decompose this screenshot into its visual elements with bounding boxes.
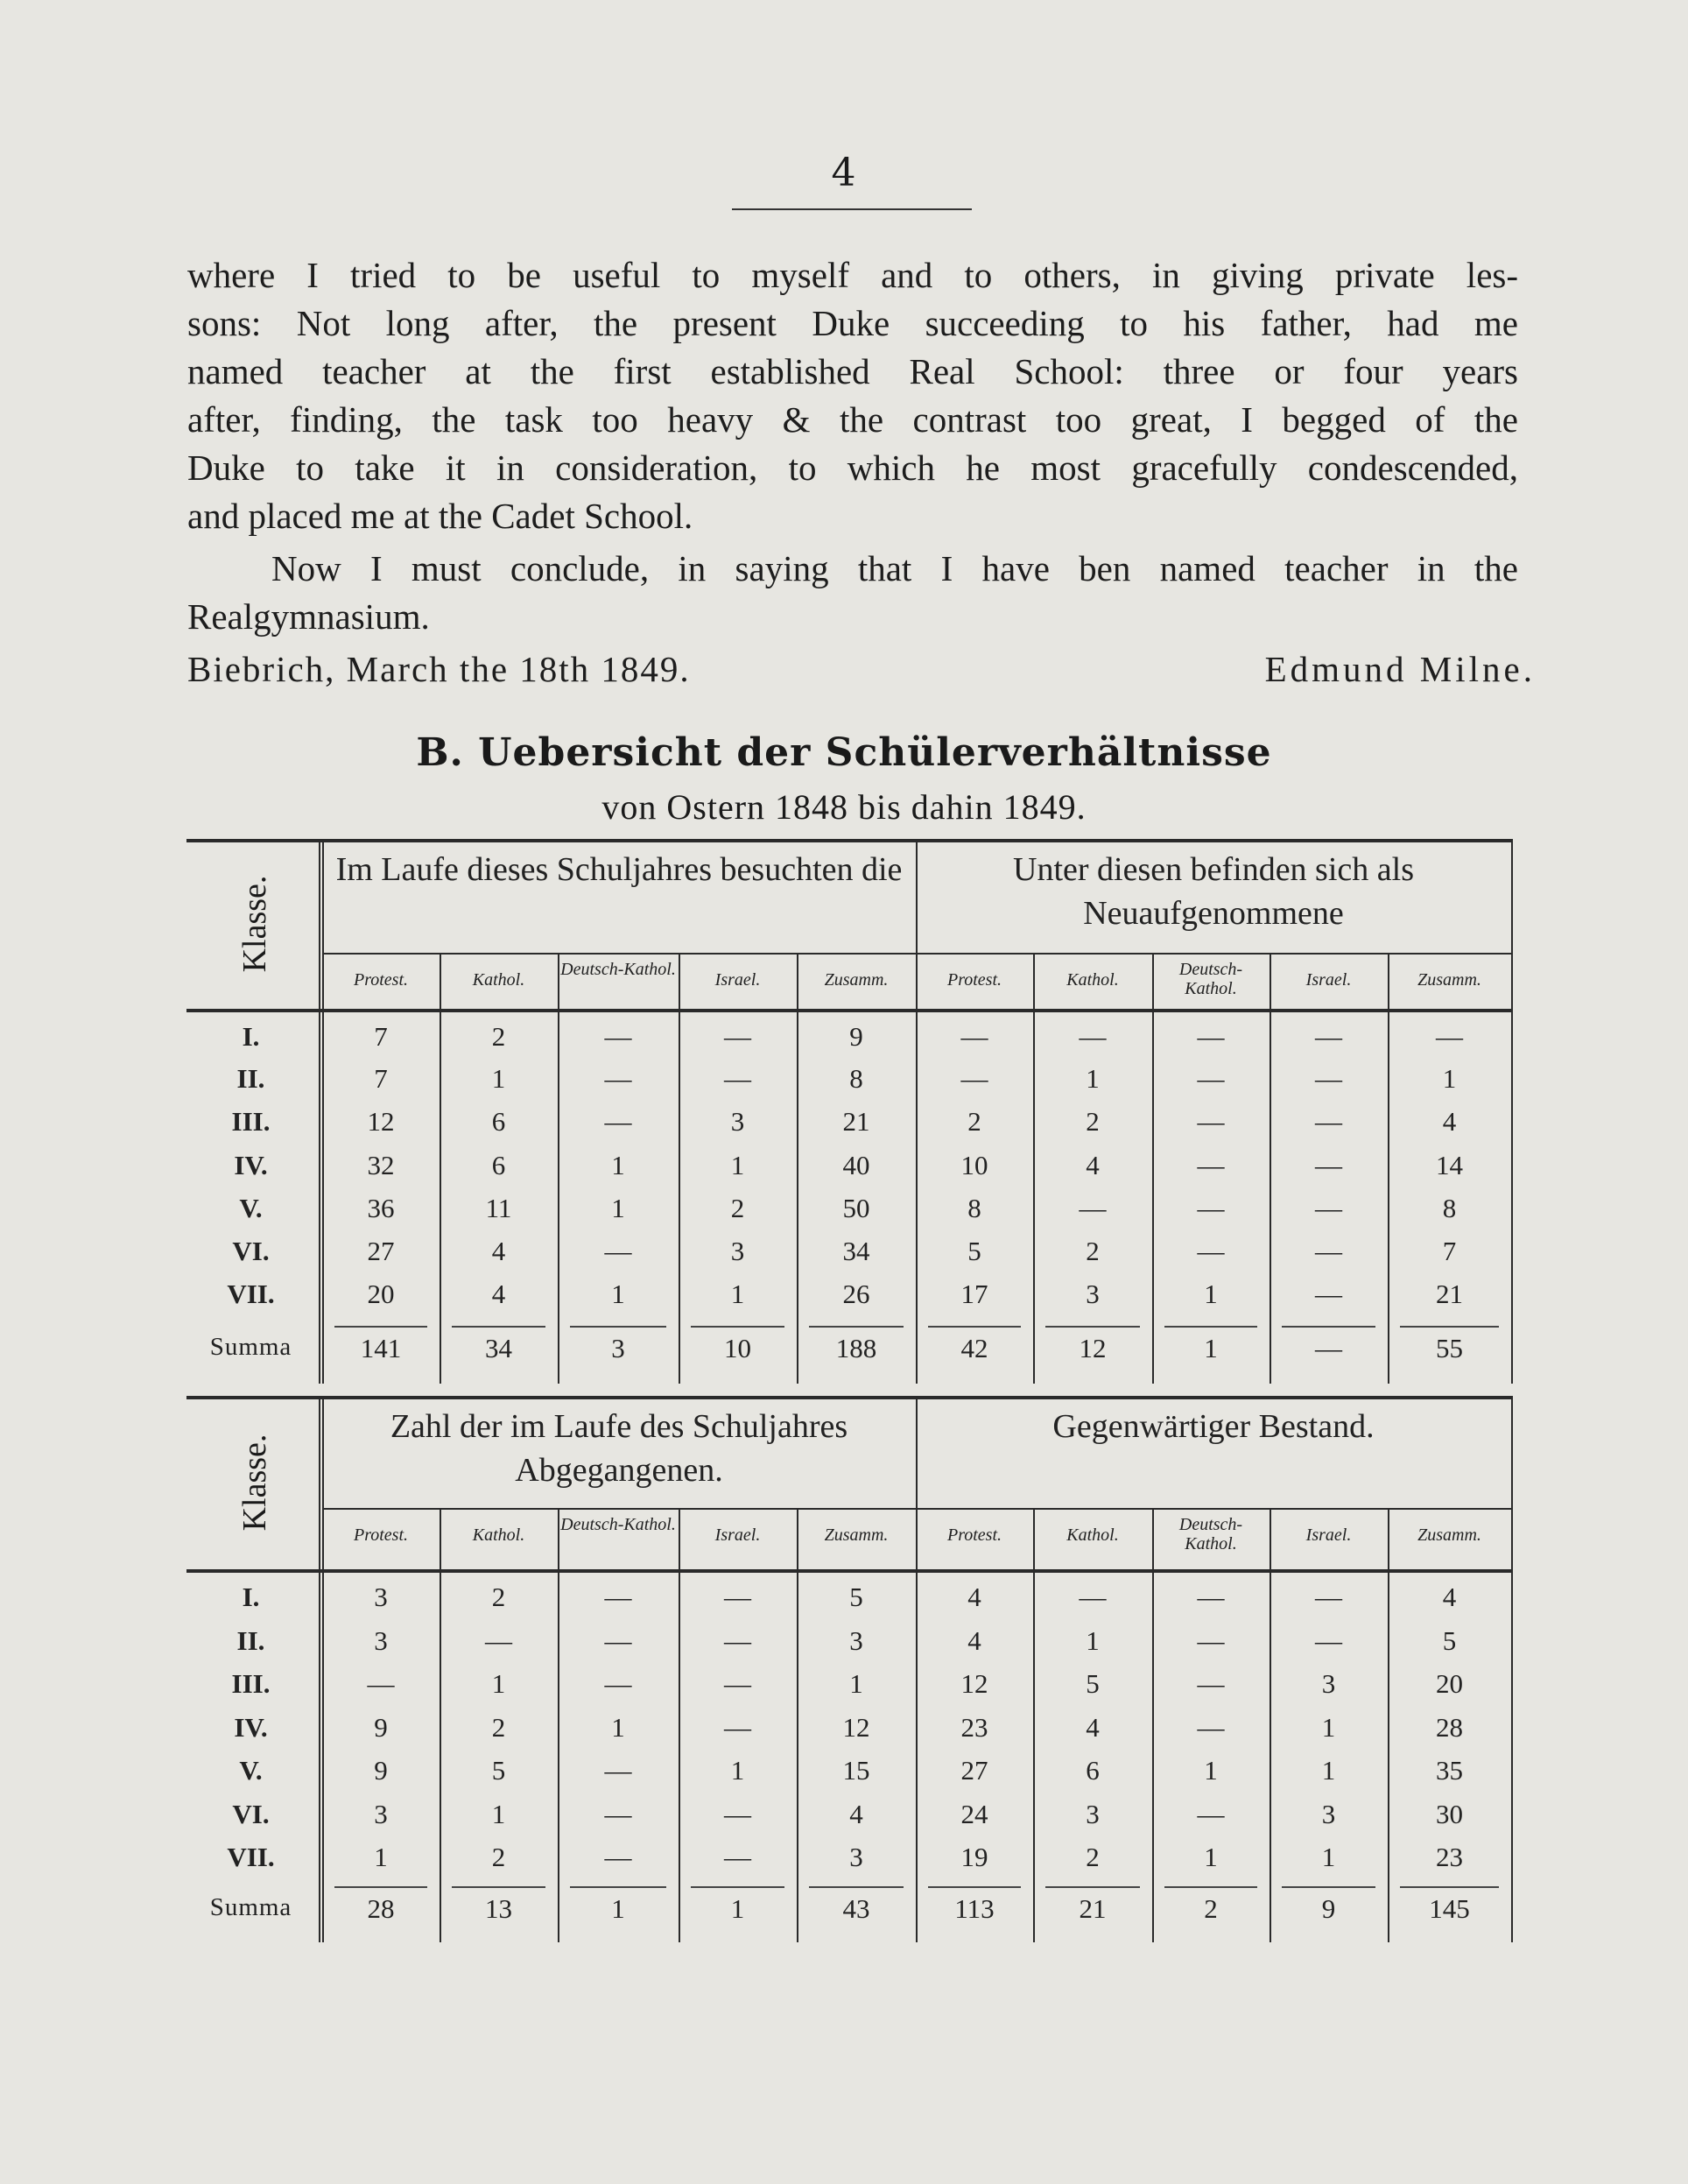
letter-line: Now I must conclude, in saying that I have ben named teacher in the [271,548,1518,588]
table-cell: 35 [1436,1755,1463,1786]
table-cell: 5 [967,1236,981,1266]
table-cell: — [604,1021,632,1052]
table-cell: — [1315,1106,1342,1137]
table-cell: 30 [1436,1799,1463,1829]
table-cell: — [604,1582,632,1612]
table-cell: 4 [491,1236,506,1266]
table-cell: 7 [374,1063,388,1094]
table-cell: 4 [967,1582,981,1612]
table-cell: 3 [1086,1799,1100,1829]
table-cell: — [724,1582,751,1612]
table-cell: 1 [1321,1842,1336,1872]
table-cell: 9 [374,1755,388,1786]
table-cell: 15 [842,1755,870,1786]
column-label: Deutsch-Kathol. [1178,1515,1243,1553]
table-rule [186,839,1511,842]
table-cell: 28 [367,1893,395,1924]
table-cell: 3 [849,1842,863,1872]
table-cell: 1 [611,1150,625,1180]
table-cell: — [1197,1799,1225,1829]
section-title: B. Uebersicht der Schülerverhältnisse [416,730,1272,775]
table-cell: 12 [960,1668,988,1699]
column-label: Zusamm. [1417,1525,1481,1545]
table-cell: — [1197,1193,1225,1223]
table-cell: 3 [374,1582,388,1612]
table-cell: 2 [491,1712,506,1743]
table-cell: — [604,1755,632,1786]
column-label: Kathol. [1066,1525,1119,1545]
row-label: I. [242,1582,260,1612]
table-cell: 8 [849,1063,863,1094]
table-cell: 3 [611,1333,625,1363]
table-cell: 2 [491,1582,506,1612]
table-cell: 12 [1079,1333,1107,1363]
row-label: I. [242,1021,260,1052]
table-cell: 8 [1442,1193,1457,1223]
row-label: II. [236,1063,265,1094]
table-cell: 2 [1086,1842,1100,1872]
table-cell: — [1197,1582,1225,1612]
table-cell: 145 [1429,1893,1470,1924]
row-label: II. [236,1625,265,1656]
column-label: Deutsch-Kathol. [560,1515,676,1534]
table-cell: 5 [1086,1668,1100,1699]
row-label: III. [231,1106,271,1137]
column-label: Israel. [714,970,761,990]
table-rule [319,1396,320,1942]
group-header: Gegenwärtiger Bestand. [1052,1408,1375,1445]
klasse-label: Klasse. [236,875,273,973]
letter-line: sons: Not long after, the present Duke succeeding to his father, had me [187,303,1518,343]
table-cell: 1 [1442,1063,1457,1094]
table-cell: 34 [485,1333,512,1363]
table-cell: 6 [491,1106,506,1137]
table-cell: 1 [611,1712,625,1743]
summa-label: Summa [209,1333,292,1361]
summa-rule [809,1326,904,1328]
table-cell: 21 [1079,1893,1107,1924]
table-cell: — [1079,1021,1107,1052]
table-cell: — [1197,1150,1225,1180]
table-cell: 1 [491,1063,506,1094]
table-cell: 1 [849,1668,863,1699]
table-cell: 4 [1442,1106,1457,1137]
table-cell: 23 [960,1712,988,1743]
table-cell: 9 [374,1712,388,1743]
table-cell: 7 [1442,1236,1457,1266]
column-label: Zusamm. [824,1525,889,1545]
table-cell: 1 [730,1150,745,1180]
letter-line: named teacher at the first established Real School: three or four years [187,351,1518,391]
table-cell: — [1436,1021,1463,1052]
table-cell: — [724,1799,751,1829]
group-header: Im Laufe dieses Schuljahres besuchten die [335,851,903,888]
table-cell: 3 [730,1236,745,1266]
table-cell: 3 [374,1799,388,1829]
table-cell: — [1315,1279,1342,1309]
table-cell: 2 [730,1193,745,1223]
table-cell: 24 [960,1799,988,1829]
table-cell: 32 [367,1150,395,1180]
row-label: IV. [234,1150,268,1180]
table-cell: — [1197,1063,1225,1094]
table-cell: — [604,1106,632,1137]
table-cell: 4 [1086,1150,1100,1180]
row-label: VII. [227,1279,275,1309]
table-cell: — [1315,1021,1342,1052]
row-label: V. [239,1193,263,1223]
table-cell: 11 [485,1193,512,1223]
table-cell: 10 [724,1333,751,1363]
table-cell: — [604,1668,632,1699]
summa-rule [1282,1326,1375,1328]
table-cell: 40 [842,1150,870,1180]
table-cell: — [604,1063,632,1094]
table-cell: 26 [842,1279,870,1309]
table-cell: 1 [1204,1842,1218,1872]
column-label: Kathol. [472,970,525,990]
table-rule [186,1009,1511,1012]
table-cell: — [1315,1236,1342,1266]
table-cell: — [1197,1021,1225,1052]
table-cell: 10 [960,1150,988,1180]
table-cell: — [1197,1668,1225,1699]
column-label: Protest. [353,970,409,990]
table-cell: — [724,1063,751,1094]
column-label: Israel. [714,1525,761,1545]
table-cell: 113 [954,1893,995,1924]
table-cell: 4 [849,1799,863,1829]
table-cell: 1 [611,1893,625,1924]
summa-rule [334,1886,427,1888]
summa-rule [1400,1326,1499,1328]
section-subtitle: von Ostern 1848 bis dahin 1849. [601,787,1087,827]
table-cell: 21 [842,1106,870,1137]
table-cell: — [1315,1193,1342,1223]
table-cell: — [604,1842,632,1872]
row-label: VI. [232,1236,270,1266]
table-cell: — [1197,1712,1225,1743]
table-cell: 3 [374,1625,388,1656]
table-cell: — [724,1625,751,1656]
table-cell: — [1315,1333,1342,1363]
table-cell: 6 [491,1150,506,1180]
table-cell: 9 [1321,1893,1336,1924]
table-cell: 5 [1442,1625,1457,1656]
row-label: III. [231,1668,271,1699]
summa-rule [570,1326,666,1328]
table-rule [186,1569,1511,1573]
column-label: Israel. [1305,970,1352,990]
summa-rule [452,1886,545,1888]
summa-rule [334,1326,427,1328]
table-rule [319,839,320,1384]
table-cell: — [724,1021,751,1052]
table-cell: 2 [1086,1106,1100,1137]
table-cell: — [1315,1625,1342,1656]
summa-label: Summa [209,1893,292,1921]
table-cell: 2 [491,1842,506,1872]
table-cell: — [1315,1582,1342,1612]
table-cell: 1 [1321,1712,1336,1743]
table-cell: 4 [491,1279,506,1309]
table-cell: 50 [842,1193,870,1223]
table-cell: 28 [1436,1712,1463,1743]
table-cell: — [1079,1582,1107,1612]
summa-rule [1282,1886,1375,1888]
table-cell: 7 [374,1021,388,1052]
column-label: Kathol. [472,1525,525,1545]
table-cell: 2 [1204,1893,1218,1924]
table-cell: 12 [367,1106,395,1137]
summa-rule [928,1326,1021,1328]
row-label: VII. [227,1842,275,1872]
table-cell: 1 [491,1799,506,1829]
table-cell: 8 [967,1193,981,1223]
table-cell: 27 [960,1755,988,1786]
table-cell: — [1197,1106,1225,1137]
table-cell: 55 [1436,1333,1463,1363]
table-cell: 2 [1086,1236,1100,1266]
table-cell: 23 [1436,1842,1463,1872]
table-cell: — [724,1842,751,1872]
column-label: Kathol. [1066,970,1119,990]
table-cell: 3 [1086,1279,1100,1309]
table-cell: 188 [835,1333,877,1363]
table-cell: — [604,1799,632,1829]
group-header: Zahl der im Laufe des Schuljahres Abgegangenen. [390,1408,848,1489]
table-cell: 4 [1442,1582,1457,1612]
summa-rule [809,1886,904,1888]
table-cell: 42 [960,1333,988,1363]
table-cell: — [1197,1236,1225,1266]
table-cell: — [1079,1193,1107,1223]
letter-line: and placed me at the Cadet School. [187,496,693,536]
group-header: Unter diesen befinden sich als Neuaufgenommene [1013,851,1414,932]
table-cell: 1 [1204,1279,1218,1309]
table-cell: 1 [491,1668,506,1699]
table-cell: 141 [360,1333,402,1363]
table-cell: — [604,1236,632,1266]
column-label: Deutsch-Kathol. [560,960,676,979]
table-cell: 4 [967,1625,981,1656]
letter-line: after, finding, the task too heavy & the contrast too great, I begged of the [187,399,1518,440]
table-cell: 9 [849,1021,863,1052]
page-number-rule [732,208,972,210]
table-cell: — [724,1712,751,1743]
table-cell: 1 [1086,1063,1100,1094]
table-cell: 34 [842,1236,870,1266]
table-cell: 1 [1086,1625,1100,1656]
signature: Edmund Milne. [1264,649,1536,689]
table-rule [1511,839,1513,1384]
letter-line: where I tried to be useful to myself and to others, in giving private les- [187,255,1518,295]
table-cell: — [960,1021,988,1052]
summa-rule [928,1886,1021,1888]
table-cell: 1 [1321,1755,1336,1786]
table-cell: 1 [730,1279,745,1309]
summa-rule [691,1886,784,1888]
column-label: Israel. [1305,1525,1352,1545]
summa-rule [452,1326,545,1328]
table-cell: 20 [1436,1668,1463,1699]
table-cell: 5 [849,1582,863,1612]
table-cell: 1 [730,1755,745,1786]
table-cell: 19 [960,1842,988,1872]
summa-rule [1400,1886,1499,1888]
klasse-label: Klasse. [236,1434,273,1532]
column-label: Protest. [353,1525,409,1545]
page-number: 4 [831,151,857,195]
table-cell: 1 [1204,1755,1218,1786]
table-rule [1511,1396,1513,1942]
table-cell: 1 [730,1893,745,1924]
column-label: Zusamm. [824,970,889,990]
table-cell: — [960,1063,988,1094]
table-cell: 17 [960,1279,988,1309]
table-cell: 5 [491,1755,506,1786]
table-cell: 2 [491,1021,506,1052]
table-cell: 21 [1436,1279,1463,1309]
table-cell: — [1315,1150,1342,1180]
table-cell: 36 [367,1193,395,1223]
summa-rule [691,1326,784,1328]
place-date: Biebrich, March the 18th 1849. [187,649,691,689]
table-cell: 3 [1321,1668,1336,1699]
summa-rule [1045,1886,1140,1888]
table-cell: 20 [367,1279,395,1309]
table-cell: — [604,1625,632,1656]
table-cell: — [1315,1063,1342,1094]
table-cell: — [1197,1625,1225,1656]
letter-line: Realgymnasium. [187,596,430,637]
column-label: Zusamm. [1417,970,1481,990]
row-label: IV. [234,1712,268,1743]
summa-rule [1164,1886,1257,1888]
table-cell: 14 [1436,1150,1463,1180]
table-cell: — [724,1668,751,1699]
table-cell: 3 [730,1106,745,1137]
table-cell: 6 [1086,1755,1100,1786]
summa-rule [570,1886,666,1888]
table-cell: — [485,1625,512,1656]
summa-rule [1045,1326,1140,1328]
table-cell: 1 [611,1279,625,1309]
row-label: VI. [232,1799,270,1829]
table-cell: 2 [967,1106,981,1137]
letter-line: Duke to take it in consideration, to which he most gracefully condescended, [187,447,1518,488]
column-label: Protest. [946,1525,1002,1545]
row-label: V. [239,1755,263,1786]
table-cell: 27 [367,1236,395,1266]
table-cell: 3 [1321,1799,1336,1829]
summa-rule [1164,1326,1257,1328]
column-label: Protest. [946,970,1002,990]
table-cell: 12 [842,1712,870,1743]
table-cell: 43 [842,1893,870,1924]
column-label: Deutsch-Kathol. [1178,960,1243,998]
table-cell: — [367,1668,395,1699]
table-cell: 3 [849,1625,863,1656]
table-cell: 1 [1204,1333,1218,1363]
table-cell: 13 [485,1893,512,1924]
table-rule [186,1396,1511,1399]
table-cell: 1 [611,1193,625,1223]
table-cell: 1 [374,1842,388,1872]
table-cell: 4 [1086,1712,1100,1743]
